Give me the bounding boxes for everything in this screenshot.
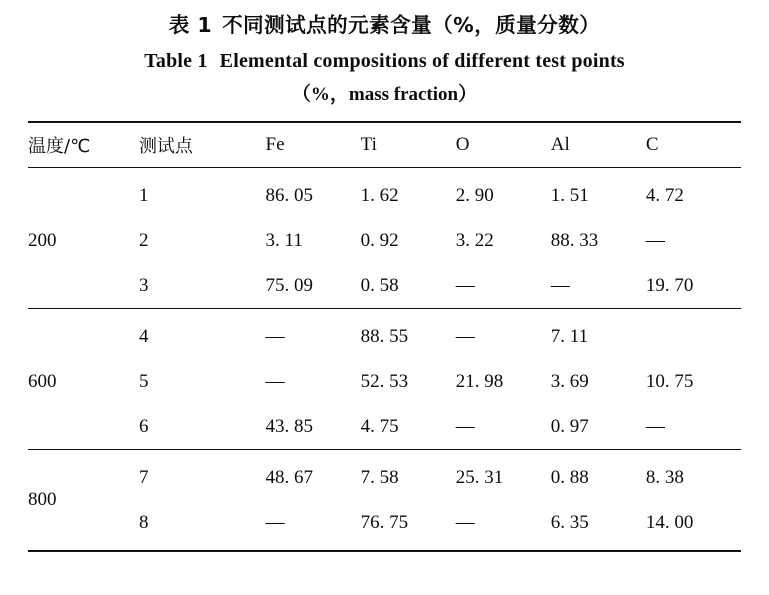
cell-al: 7. 11 — [550, 325, 589, 347]
cell-al: 88. 33 — [550, 229, 599, 251]
cell-point: 8 — [138, 511, 149, 533]
group-temperature: 800 — [28, 489, 57, 511]
cell-c — [646, 314, 741, 359]
cell-point: 6 — [138, 415, 149, 437]
cell-fe: — — [265, 511, 285, 533]
caption-chinese — [28, 10, 741, 42]
cell-fe: — — [265, 370, 285, 392]
cell-ti: 0. 58 — [360, 274, 399, 296]
table-caption — [28, 10, 741, 109]
cell-o: 21. 98 — [455, 370, 504, 392]
cell-point: 1 — [138, 184, 149, 206]
caption-english-text: Elemental compositions of different test points — [219, 49, 625, 72]
cell-fe: 43. 85 — [265, 415, 314, 437]
cell-c: 8. 38 — [645, 466, 684, 488]
cell-fe: 48. 67 — [265, 466, 314, 488]
cell-ti: 1. 62 — [360, 184, 399, 206]
cell-ti: 7. 58 — [360, 466, 399, 488]
cell-fe: 86. 05 — [265, 184, 314, 206]
header-temperature: 温度/℃ — [28, 122, 139, 168]
cell-c: 19. 70 — [645, 274, 694, 296]
cell-o: 25. 31 — [455, 466, 504, 488]
header-test-point: 测试点 — [139, 122, 266, 168]
cell-ti: 52. 53 — [360, 370, 409, 392]
cell-point: 5 — [138, 370, 149, 392]
cell-ti: 4. 75 — [360, 415, 399, 437]
cell-point: 4 — [138, 325, 149, 347]
cell-o: — — [455, 415, 475, 437]
cell-point: 2 — [138, 229, 149, 251]
header-o: O — [456, 122, 551, 168]
cell-o: — — [455, 511, 475, 533]
cell-al: 3. 69 — [550, 370, 589, 392]
cell-fe: 3. 11 — [265, 229, 303, 251]
cell-al: 0. 97 — [550, 415, 589, 437]
cell-c: — — [645, 415, 665, 437]
cell-ti: 76. 75 — [360, 511, 409, 533]
cell-o: — — [455, 274, 475, 296]
cell-fe: 75. 09 — [265, 274, 314, 296]
table-row — [28, 455, 741, 500]
header-ti: Ti — [361, 122, 456, 168]
cell-c: 4. 72 — [645, 184, 684, 206]
cell-o: — — [455, 325, 475, 347]
cell-o: 2. 90 — [455, 184, 494, 206]
elemental-composition-table — [28, 121, 741, 552]
caption-english-subtitle: （%，mass fraction） — [291, 83, 478, 105]
cell-c: 10. 75 — [645, 370, 694, 392]
cell-point: 3 — [138, 274, 149, 296]
table-bottom-rule — [28, 545, 741, 551]
cell-c: 14. 00 — [645, 511, 694, 533]
cell-al: 6. 35 — [550, 511, 589, 533]
cell-fe: — — [265, 325, 285, 347]
group-temperature: 600 — [28, 370, 57, 392]
cell-c: — — [645, 229, 665, 251]
cell-o: 3. 22 — [455, 229, 494, 251]
caption-english-label: Table 1 — [144, 49, 208, 72]
cell-ti: 0. 92 — [360, 229, 399, 251]
caption-chinese-label: 表 1 — [168, 13, 213, 37]
table-row — [28, 173, 741, 218]
header-c: C — [646, 122, 741, 168]
cell-ti: 88. 55 — [360, 325, 409, 347]
cell-al: 1. 51 — [550, 184, 589, 206]
table-row — [28, 314, 741, 359]
group-temperature: 200 — [28, 229, 57, 251]
header-fe: Fe — [266, 122, 361, 168]
header-al: Al — [551, 122, 646, 168]
table-header-row — [28, 122, 741, 168]
cell-al: — — [550, 274, 570, 296]
caption-english — [28, 46, 741, 77]
caption-chinese-text: 不同测试点的元素含量（%，质量分数） — [222, 13, 601, 37]
cell-al: 0. 88 — [550, 466, 589, 488]
cell-point: 7 — [138, 466, 149, 488]
